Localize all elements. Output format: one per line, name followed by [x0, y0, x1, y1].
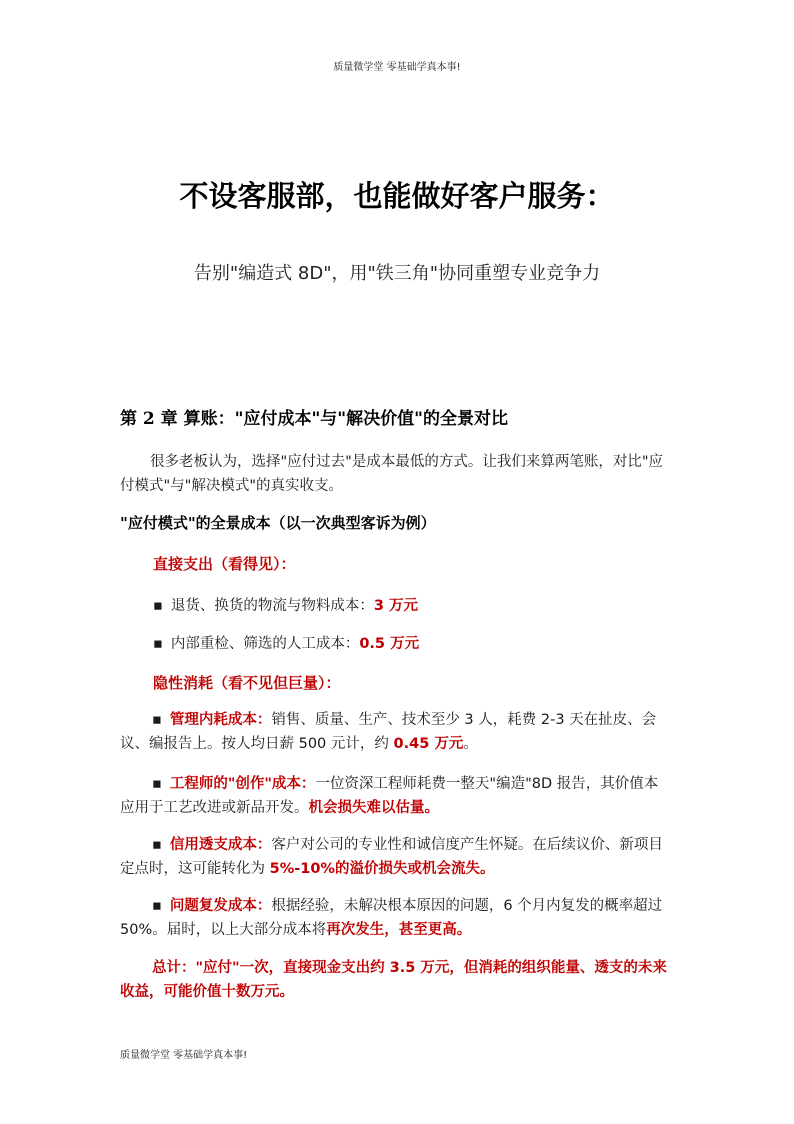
item-tail: 。: [463, 736, 478, 752]
item-text: 销售、质量、生产、技术至少 3 人，耗费 2-3 天在扯皮、会议、编报告上。按人均日薪 500 元计，约: [120, 712, 657, 752]
direct-cost-heading: 直接支出（看得见）：: [153, 555, 296, 573]
item-text: 一位资深工程师耗费一整天"编造"8D 报告，其价值本应用于工艺改进或新品开发。: [120, 776, 659, 816]
item-label: 信用透支成本：: [169, 837, 272, 853]
item-label: 问题复发成本：: [169, 898, 272, 914]
bullet-icon: ▪: [152, 776, 162, 792]
item-emphasis: 机会损失难以估量。: [308, 800, 439, 816]
item-emphasis: 再次发生，甚至更高。: [326, 922, 472, 938]
chapter-heading: 第 2 章 算账："应付成本"与"解决价值"的全景对比: [120, 409, 509, 429]
intro-paragraph: 很多老板认为，选择"应付过去"是成本最低的方式。让我们来算两笔账，对比"应付模式"与"解决模式"的真实收支。: [120, 454, 664, 494]
section-heading: "应付模式"的全景成本（以一次典型客诉为例）: [120, 514, 436, 532]
item-text: 退货、换货的物流与物料成本：: [170, 598, 374, 614]
item-value: 3 万元: [373, 598, 418, 614]
bullet-icon: ▪: [152, 837, 162, 853]
list-item: [120, 894, 672, 942]
item-label: 管理内耗成本：: [169, 712, 272, 728]
bullet-icon: ▪: [152, 712, 162, 728]
list-item: [120, 772, 672, 820]
item-emphasis: 5%-10%的溢价损失或机会流失。: [269, 861, 495, 877]
item-text: 内部重检、筛选的人工成本：: [170, 636, 360, 652]
bullet-icon: ▪: [153, 598, 163, 614]
document-title: 不设客服部，也能做好客户服务：: [179, 179, 615, 213]
list-item: [120, 708, 672, 756]
item-label: 工程师的"创作"成本：: [169, 776, 316, 792]
hidden-cost-heading: 隐性消耗（看不见但巨量）：: [153, 674, 341, 692]
list-item: [120, 833, 672, 881]
item-emphasis: 0.45 万元: [393, 736, 464, 752]
item-text: 根据经验，未解决根本原因的问题，6 个月内复发的概率超过 50%。届时，以上大部分成本将: [120, 898, 663, 938]
item-text: 客户对公司的专业性和诚信度产生怀疑。在后续议价、新项目定点时，这可能转化为: [120, 837, 663, 877]
document-subtitle: 告别"编造式 8D"，用"铁三角"协同重塑专业竞争力: [193, 263, 601, 284]
total-summary: 总计："应付"一次，直接现金支出约 3.5 万元，但消耗的组织能量、透支的未来收益，可能价值十数万元。: [120, 960, 667, 1000]
item-value: 0.5 万元: [359, 636, 420, 652]
bullet-icon: ▪: [153, 636, 163, 652]
page-header: 质量微学堂 零基础学真本事!: [333, 62, 461, 73]
bullet-icon: ▪: [152, 898, 162, 914]
list-item: [153, 594, 418, 615]
page-footer: 质量微学堂 零基础学真本事!: [120, 1050, 248, 1061]
list-item: [153, 632, 419, 653]
